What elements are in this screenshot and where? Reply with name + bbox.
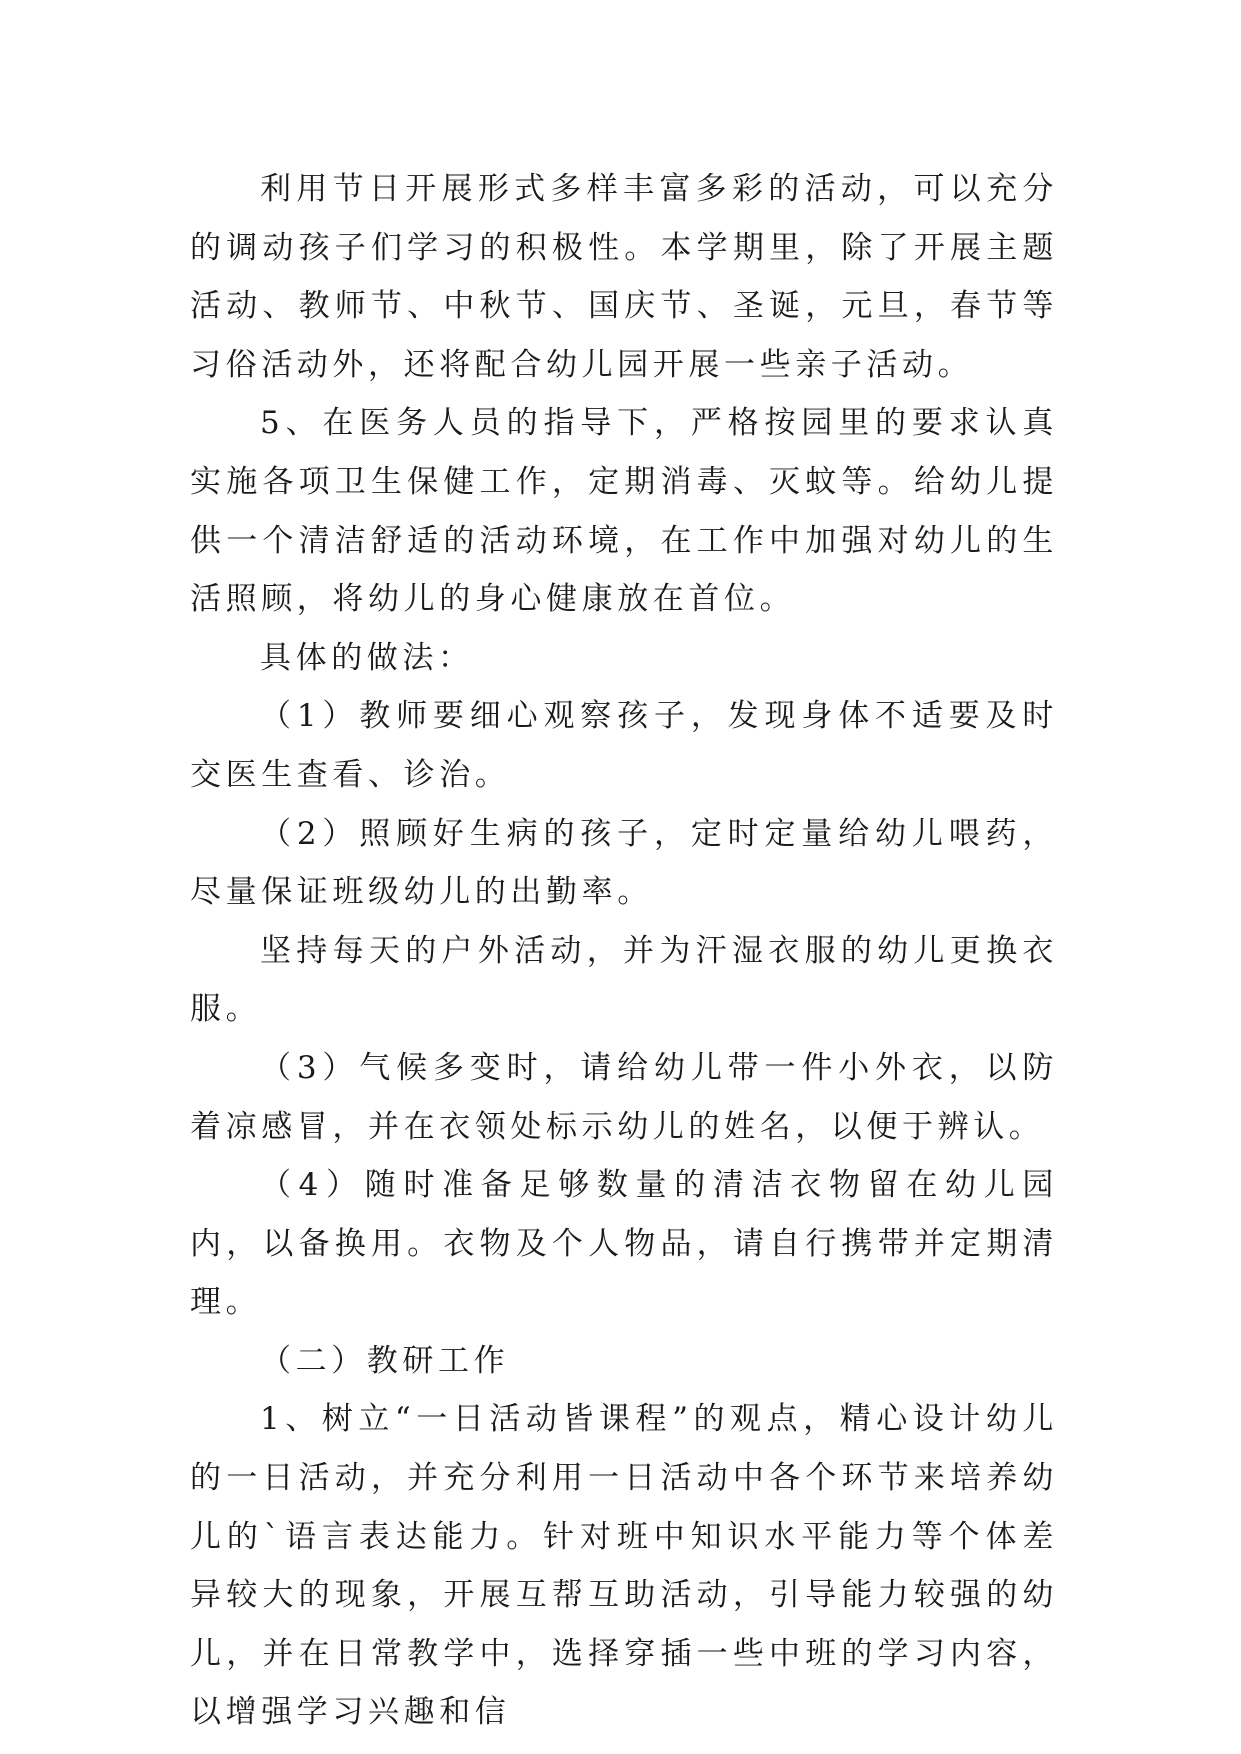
paragraph-method-1: （1）教师要细心观察孩子，发现身体不适要及时交医生查看、诊治。 [190,698,1058,793]
section-heading-teaching-research: （二）教研工作 [260,1342,510,1379]
paragraph-method-2: （2）照顾好生病的孩子，定时定量给幼儿喂药，尽量保证班级幼儿的出勤率。 [190,815,1058,911]
paragraph-daily-curriculum: 1、树立“一日活动皆课程”的观点，精心设计幼儿的一日活动，并充分利用一日活动中各个环节来培养幼儿的`语言表达能力。针对班中知识水平能力等个体差异较大的现象，开展互帮互助活动，引导能力较强的幼儿，并在日常教学中，选择穿插一些中班的学习内容，以增强学习兴趣和信 [190,1401,1058,1731]
paragraph-health-care: 5、在医务人员的指导下，严格按园里的要求认真实施各项卫生保健工作，定期消毒、灭蚊等。给幼儿提供一个清洁舒适的活动环境，在工作中加强对幼儿的生活照顾，将幼儿的身心健康放在首位。 [190,405,1058,618]
paragraph-method-4: （4）随时准备足够数量的清洁衣物留在幼儿园内，以备换用。衣物及个人物品，请自行携带并定期清理。 [190,1167,1058,1321]
paragraph-methods-heading: 具体的做法： [260,639,474,676]
paragraph-festival-activities: 利用节日开展形式多样丰富多彩的活动，可以充分的调动孩子们学习的积极性。本学期里，除了开展主题活动、教师节、中秋节、国庆节、圣诞，元旦，春节等习俗活动外，还将配合幼儿园开展一些亲子活动。 [190,171,1058,383]
paragraph-outdoor-activity: 坚持每天的户外活动，并为汗湿衣服的幼儿更换衣服。 [190,932,1058,1028]
paragraph-method-3: （3）气候多变时，请给幼儿带一件小外衣，以防着凉感冒，并在衣领处标示幼儿的姓名，以便于辨认。 [190,1049,1058,1145]
document-body [190,160,1058,1742]
